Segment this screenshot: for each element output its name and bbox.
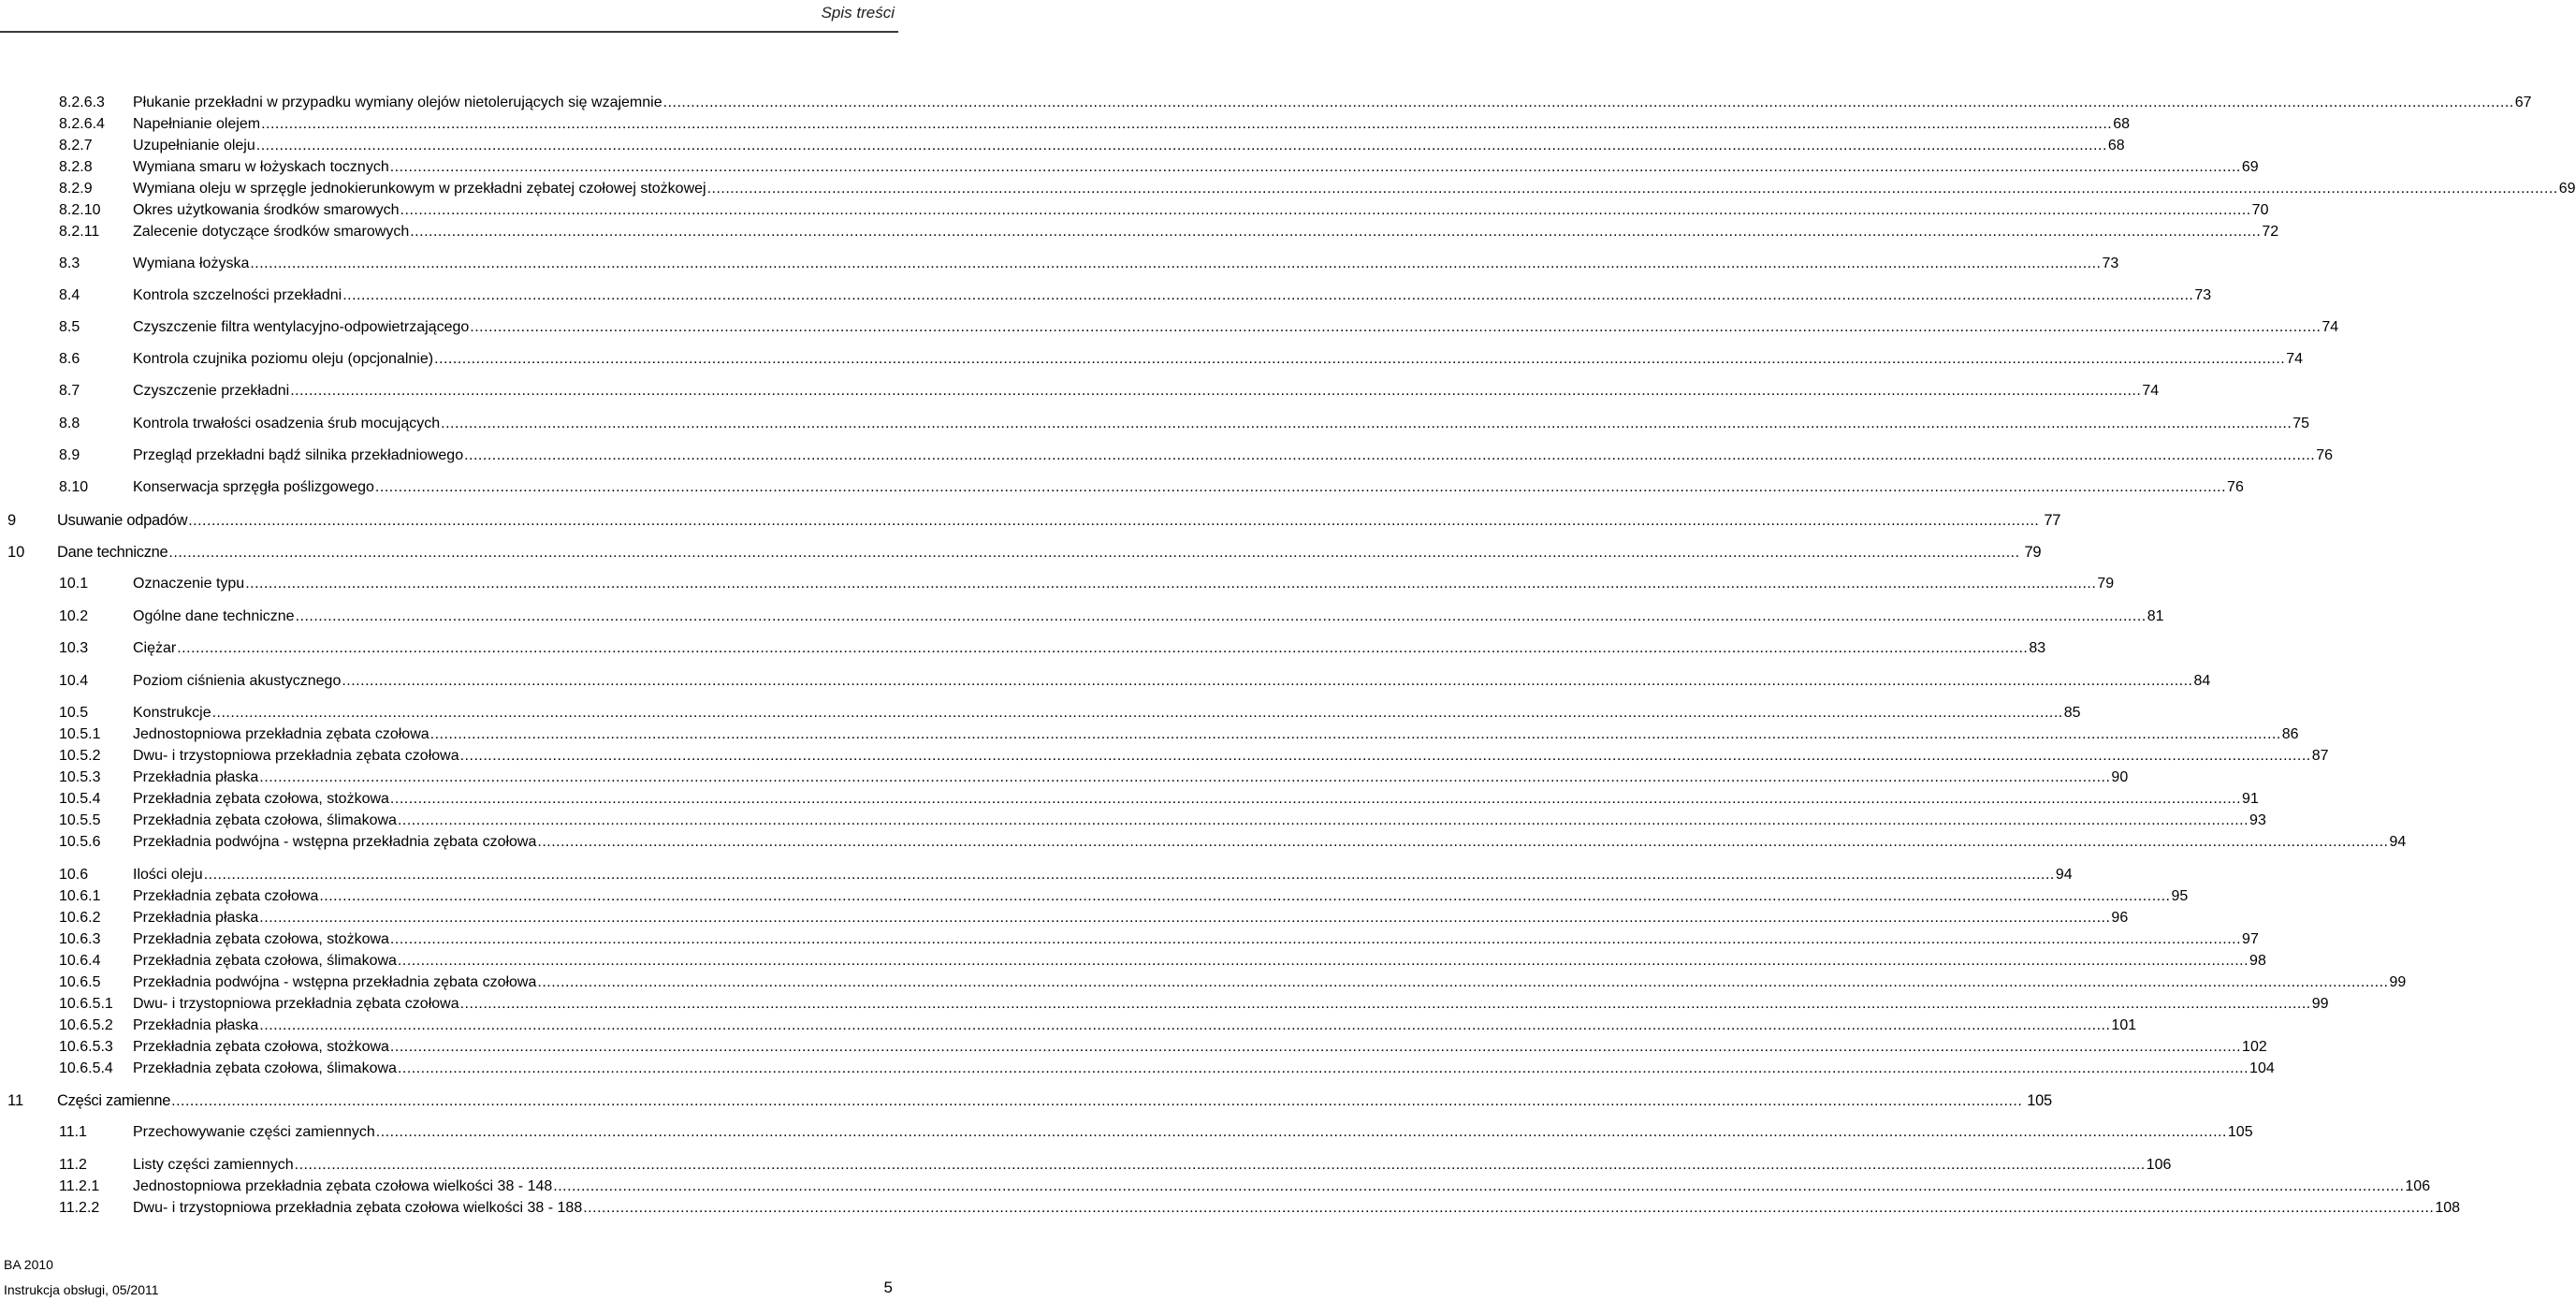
toc-entry[interactable] [0, 1122, 2253, 1143]
toc-entry-title: Ilości oleju [133, 867, 203, 883]
toc-entry-title: Dane techniczne [57, 544, 168, 561]
toc-entry[interactable] [0, 1155, 2172, 1176]
toc-entry-number: 8.9 [59, 447, 80, 463]
toc-entry-title: Części zamienne [57, 1092, 171, 1109]
toc-entry[interactable] [0, 638, 2046, 659]
toc-entry-title: Oznaczenie typu [133, 576, 245, 592]
toc-leader-dots: ................................................................................................................................................................................................................................................................................................................................................................................................................ [397, 812, 2249, 828]
toc-leader-dots: ................................................................................................................................................................................................................................................................................................................................................................................................................ [537, 834, 2389, 850]
footer-doc-code: BA 2010 [4, 1257, 53, 1272]
toc-entry-number: 10.5.5 [59, 812, 101, 828]
toc-entry-title: Dwu- i trzystopniowa przekładnia zębata czołowa [133, 996, 459, 1012]
toc-entry-number: 8.7 [59, 383, 80, 399]
toc-entry-number: 10.2 [59, 608, 89, 624]
toc-entry-title: Wymiana smaru w łożyskach tocznych [133, 159, 389, 175]
toc-entry[interactable] [0, 349, 2303, 370]
toc-leader-dots: ................................................................................................................................................................................................................................................................................................................................................................................................................ [261, 116, 2113, 132]
toc-leader-dots: ................................................................................................................................................................................................................................................................................................................................................................................................................ [168, 545, 2020, 561]
toc-entry-number: 8.5 [59, 319, 80, 335]
toc-entry-title: Przekładnia płaska [133, 1017, 259, 1033]
toc-leader-dots: ................................................................................................................................................................................................................................................................................................................................................................................................................ [464, 447, 2316, 463]
toc-entry[interactable] [0, 446, 2334, 466]
toc-entry-title: Przekładnia płaska [133, 769, 259, 785]
toc-entry-title: Płukanie przekładni w przypadku wymiany olejów nietolerujących się wzajemnie [133, 95, 662, 110]
toc-leader-dots: ................................................................................................................................................................................................................................................................................................................................................................................................................ [389, 159, 2241, 175]
toc-entry-page: 79 [2024, 544, 2042, 561]
toc-leader-dots: ................................................................................................................................................................................................................................................................................................................................................................................................................ [294, 1157, 2146, 1173]
toc-leader-dots: ................................................................................................................................................................................................................................................................................................................................................................................................................ [583, 1200, 2435, 1216]
toc-entry[interactable] [0, 1059, 2275, 1079]
toc-entry-title: Ogólne dane techniczne [133, 608, 295, 624]
toc-leader-dots: ................................................................................................................................................................................................................................................................................................................................................................................................................ [259, 769, 2111, 785]
toc-entry-title: Jednostopniowa przekładnia zębata czołowa [133, 726, 429, 742]
toc-entry-page: 93 [2249, 812, 2266, 828]
toc-leader-dots: ................................................................................................................................................................................................................................................................................................................................................................................................................ [389, 931, 2242, 947]
toc-leader-dots: ................................................................................................................................................................................................................................................................................................................................................................................................................ [410, 224, 2262, 240]
toc-entry-page: 68 [2107, 138, 2125, 153]
toc-entry-title: Poziom ciśnienia akustycznego [133, 673, 342, 689]
toc-entry-page: 87 [2311, 748, 2329, 764]
toc-leader-dots: ................................................................................................................................................................................................................................................................................................................................................................................................................ [211, 705, 2063, 721]
toc-entry-page: 106 [2405, 1178, 2431, 1194]
toc-leader-dots: ................................................................................................................................................................................................................................................................................................................................................................................................................ [188, 513, 2040, 529]
toc-entry-number: 11 [7, 1092, 24, 1109]
toc-leader-dots: ................................................................................................................................................................................................................................................................................................................................................................................................................ [706, 181, 2558, 197]
toc-leader-dots: ................................................................................................................................................................................................................................................................................................................................................................................................................ [537, 974, 2389, 990]
toc-entry[interactable] [0, 93, 2532, 113]
toc-entry-number: 8.2.6.4 [59, 116, 105, 132]
toc-entry-number: 10.6.4 [59, 953, 101, 969]
toc-entry-title: Przekładnia zębata czołowa [133, 888, 319, 904]
toc-entry-number: 10 [7, 544, 25, 561]
toc-entry-page: 99 [2311, 996, 2329, 1012]
toc-leader-dots: ................................................................................................................................................................................................................................................................................................................................................................................................................ [397, 953, 2249, 969]
toc-leader-dots: ................................................................................................................................................................................................................................................................................................................................................................................................................ [342, 673, 2193, 689]
header-rule [0, 31, 898, 33]
toc-entry-number: 8.2.10 [59, 202, 101, 218]
toc-entry-number: 10.1 [59, 576, 89, 592]
toc-entry-number: 8.3 [59, 256, 80, 271]
toc-entry-title: Przekładnia zębata czołowa, stożkowa [133, 1039, 389, 1055]
toc-entry-page: 108 [2435, 1200, 2461, 1216]
toc-entry-title: Listy części zamiennych [133, 1157, 294, 1173]
toc-entry-title: Dwu- i trzystopniowa przekładnia zębata czołowa wielkości 38 - 188 [133, 1200, 583, 1216]
toc-entry-title: Przekładnia zębata czołowa, stożkowa [133, 791, 389, 807]
footer-doc-title: Instrukcja obsługi, 05/2011 [4, 1282, 159, 1297]
toc-entry[interactable] [0, 542, 2042, 563]
toc-entry-page: 83 [2029, 640, 2046, 656]
toc-entry[interactable] [0, 929, 2259, 950]
toc-entry-page: 74 [2286, 351, 2303, 367]
toc-entry[interactable] [0, 1037, 2267, 1058]
toc-leader-dots: ................................................................................................................................................................................................................................................................................................................................................................................................................ [245, 576, 2097, 592]
toc-entry[interactable] [0, 886, 2189, 907]
toc-entry[interactable] [0, 811, 2266, 831]
toc-entry[interactable] [0, 381, 2160, 402]
toc-entry-page: 67 [2514, 95, 2532, 110]
toc-leader-dots: ................................................................................................................................................................................................................................................................................................................................................................................................................ [374, 479, 2227, 495]
toc-leader-dots: ................................................................................................................................................................................................................................................................................................................................................................................................................ [250, 256, 2102, 271]
toc-entry-page: 76 [2316, 447, 2334, 463]
toc-entry-number: 9 [7, 512, 17, 529]
toc-entry-page: 90 [2111, 769, 2129, 785]
toc-entry-page: 74 [2321, 319, 2339, 335]
toc-entry-page: 86 [2281, 726, 2299, 742]
toc-entry-title: Wymiana łożyska [133, 256, 250, 271]
toc-entry-page: 69 [2241, 159, 2259, 175]
toc-leader-dots: ................................................................................................................................................................................................................................................................................................................................................................................................................ [342, 287, 2194, 303]
toc-entry-page: 76 [2227, 479, 2244, 495]
toc-entry-number: 10.6.5.4 [59, 1060, 113, 1076]
toc-entry-title: Zalecenie dotyczące środków smarowych [133, 224, 410, 240]
toc-entry[interactable] [0, 767, 2129, 788]
toc-entry-title: Przekładnia zębata czołowa, stożkowa [133, 931, 389, 947]
toc-entry[interactable] [0, 157, 2259, 178]
toc-entry-page: 106 [2146, 1157, 2172, 1173]
toc-leader-dots: ................................................................................................................................................................................................................................................................................................................................................................................................................ [389, 1039, 2242, 1055]
toc-entry-number: 11.1 [59, 1124, 87, 1140]
toc-entry-title: Kontrola trwałości osadzenia śrub mocujących [133, 416, 441, 431]
toc-entry-page: 105 [2227, 1124, 2253, 1140]
toc-entry-number: 10.5.4 [59, 791, 101, 807]
toc-entry-number: 10.3 [59, 640, 89, 656]
toc-entry-number: 11.2.1 [59, 1178, 100, 1194]
toc-entry-page: 91 [2242, 791, 2259, 807]
toc-entry[interactable] [0, 832, 2407, 853]
toc-leader-dots: ................................................................................................................................................................................................................................................................................................................................................................................................................ [400, 202, 2251, 218]
toc-entry[interactable] [0, 1177, 2431, 1197]
toc-entry-page: 85 [2063, 705, 2081, 721]
toc-entry-number: 10.4 [59, 673, 89, 689]
toc-entry-page: 102 [2242, 1039, 2267, 1055]
toc-entry-page: 105 [2027, 1092, 2052, 1109]
toc-entry[interactable] [0, 789, 2259, 810]
toc-entry-title: Konserwacja sprzęgła poślizgowego [133, 479, 374, 495]
toc-leader-dots: ................................................................................................................................................................................................................................................................................................................................................................................................................ [255, 138, 2107, 153]
toc-entry[interactable] [0, 285, 2212, 306]
toc-entry-number: 11.2 [59, 1157, 87, 1173]
toc-entry-page: 98 [2249, 953, 2266, 969]
toc-entry-title: Kontrola szczelności przekładni [133, 287, 342, 303]
running-header-title: Spis treści [821, 4, 895, 22]
toc-entry[interactable] [0, 972, 2407, 993]
toc-entry-number: 10.6.5 [59, 974, 101, 990]
toc-leader-dots: ................................................................................................................................................................................................................................................................................................................................................................................................................ [290, 383, 2142, 399]
toc-entry-page: 73 [2194, 287, 2212, 303]
toc-entry[interactable] [0, 222, 2279, 242]
toc-entry-page: 99 [2389, 974, 2407, 990]
toc-leader-dots: ................................................................................................................................................................................................................................................................................................................................................................................................................ [429, 726, 2281, 742]
footer-page-number: 5 [883, 1279, 893, 1296]
toc-entry[interactable] [0, 114, 2131, 135]
toc-entry-page: 73 [2102, 256, 2119, 271]
toc-leader-dots: ................................................................................................................................................................................................................................................................................................................................................................................................................ [459, 996, 2311, 1012]
toc-leader-dots: ................................................................................................................................................................................................................................................................................................................................................................................................................ [459, 748, 2311, 764]
toc-entry-title: Kontrola czujnika poziomu oleju (opcjonalnie) [133, 351, 434, 367]
toc-entry-number: 10.6.5.2 [59, 1017, 113, 1033]
toc-entry-number: 10.5.2 [59, 748, 101, 764]
toc-entry-title: Czyszczenie filtra wentylacyjno-odpowietrzającego [133, 319, 470, 335]
toc-entry[interactable] [0, 994, 2329, 1015]
toc-entry-page: 101 [2111, 1017, 2137, 1033]
toc-entry[interactable] [0, 574, 2115, 594]
toc-entry-number: 8.2.7 [59, 138, 93, 153]
toc-leader-dots: ................................................................................................................................................................................................................................................................................................................................................................................................................ [259, 1017, 2111, 1033]
toc-entry-title: Przekładnia podwójna - wstępna przekładnia zębata czołowa [133, 974, 537, 990]
toc-entry-page: 70 [2251, 202, 2269, 218]
toc-entry-page: 81 [2147, 608, 2164, 624]
toc-entry-number: 10.5.6 [59, 834, 101, 850]
toc-entry-title: Ciężar [133, 640, 177, 656]
toc-entry-number: 10.6.1 [59, 888, 101, 904]
toc-entry-number: 10.6.5.3 [59, 1039, 113, 1055]
toc-entry[interactable] [0, 703, 2081, 724]
toc-entry-title: Przekładnia zębata czołowa, ślimakowa [133, 812, 397, 828]
toc-entry-number: 10.6.2 [59, 910, 101, 926]
toc-entry[interactable] [0, 1016, 2137, 1036]
toc-entry-page: 69 [2558, 181, 2576, 197]
toc-entry-title: Jednostopniowa przekładnia zębata czołowa wielkości 38 - 148 [133, 1178, 553, 1194]
toc-entry-page: 94 [2055, 867, 2073, 883]
toc-entry-title: Przegląd przekładni bądź silnika przekładniowego [133, 447, 464, 463]
toc-leader-dots: ................................................................................................................................................................................................................................................................................................................................................................................................................ [397, 1060, 2249, 1076]
toc-entry-number: 10.5.3 [59, 769, 101, 785]
toc-entry-page: 74 [2142, 383, 2160, 399]
toc-entry-page: 97 [2242, 931, 2259, 947]
toc-leader-dots: ................................................................................................................................................................................................................................................................................................................................................................................................................ [171, 1093, 2023, 1109]
toc-entry[interactable] [0, 865, 2073, 885]
toc-entry-title: Okres użytkowania środków smarowych [133, 202, 400, 218]
toc-entry[interactable] [0, 724, 2299, 745]
toc-entry-number: 10.6.3 [59, 931, 101, 947]
toc-entry-page: 96 [2111, 910, 2129, 926]
toc-entry[interactable] [0, 607, 2164, 627]
toc-leader-dots: ................................................................................................................................................................................................................................................................................................................................................................................................................ [259, 910, 2111, 926]
toc-entry-page: 79 [2097, 576, 2115, 592]
toc-entry-number: 8.6 [59, 351, 80, 367]
toc-entry[interactable] [0, 1090, 2052, 1111]
toc-leader-dots: ................................................................................................................................................................................................................................................................................................................................................................................................................ [434, 351, 2286, 367]
toc-entry-title: Napełnianie olejem [133, 116, 261, 132]
toc-entry-page: 95 [2171, 888, 2189, 904]
toc-entry[interactable] [0, 136, 2125, 156]
toc-leader-dots: ................................................................................................................................................................................................................................................................................................................................................................................................................ [553, 1178, 2405, 1194]
toc-entry[interactable] [0, 908, 2129, 928]
toc-entry[interactable] [0, 951, 2266, 972]
toc-entry-title: Czyszczenie przekładni [133, 383, 290, 399]
toc-entry-title: Przechowywanie części zamiennych [133, 1124, 375, 1140]
toc-entry-title: Uzupełnianie oleju [133, 138, 255, 153]
toc-leader-dots: ................................................................................................................................................................................................................................................................................................................................................................................................................ [375, 1124, 2227, 1140]
toc-entry-number: 10.6.5.1 [59, 996, 113, 1012]
toc-entry-page: 94 [2389, 834, 2407, 850]
toc-entry-number: 10.5 [59, 705, 89, 721]
toc-entry[interactable] [0, 510, 2061, 531]
toc-entry-number: 8.10 [59, 479, 89, 495]
toc-entry-title: Przekładnia podwójna - wstępna przekładnia zębata czołowa [133, 834, 537, 850]
toc-entry[interactable] [0, 671, 2211, 692]
toc-leader-dots: ................................................................................................................................................................................................................................................................................................................................................................................................................ [470, 319, 2321, 335]
toc-leader-dots: ................................................................................................................................................................................................................................................................................................................................................................................................................ [177, 640, 2029, 656]
toc-entry-page: 77 [2044, 512, 2061, 529]
toc-leader-dots: ................................................................................................................................................................................................................................................................................................................................................................................................................ [319, 888, 2171, 904]
toc-entry-title: Usuwanie odpadów [57, 512, 188, 529]
toc-entry-number: 8.8 [59, 416, 80, 431]
toc-entry[interactable] [0, 746, 2329, 767]
toc-entry-page: 72 [2262, 224, 2279, 240]
toc-entry-title: Dwu- i trzystopniowa przekładnia zębata czołowa [133, 748, 459, 764]
toc-entry-number: 10.5.1 [59, 726, 101, 742]
toc-entry-page: 68 [2113, 116, 2131, 132]
toc-entry-title: Przekładnia zębata czołowa, ślimakowa [133, 953, 397, 969]
toc-entry-title: Konstrukcje [133, 705, 211, 721]
toc-entry[interactable] [0, 414, 2310, 434]
toc-entry-number: 8.2.9 [59, 181, 93, 197]
toc-entry[interactable] [0, 317, 2339, 338]
toc-entry[interactable] [0, 254, 2119, 274]
toc-entry-title: Przekładnia płaska [133, 910, 259, 926]
toc-leader-dots: ................................................................................................................................................................................................................................................................................................................................................................................................................ [389, 791, 2242, 807]
toc-entry-title: Przekładnia zębata czołowa, ślimakowa [133, 1060, 397, 1076]
toc-entry-page: 75 [2292, 416, 2310, 431]
toc-leader-dots: ................................................................................................................................................................................................................................................................................................................................................................................................................ [203, 867, 2055, 883]
toc-entry-title: Wymiana oleju w sprzęgle jednokierunkowym w przekładni zębatej czołowej stożkowej [133, 181, 706, 197]
toc-entry[interactable] [0, 179, 2576, 199]
toc-entry-number: 8.2.8 [59, 159, 93, 175]
toc-entry-number: 8.2.6.3 [59, 95, 105, 110]
toc-leader-dots: ................................................................................................................................................................................................................................................................................................................................................................................................................ [441, 416, 2292, 431]
toc-leader-dots: ................................................................................................................................................................................................................................................................................................................................................................................................................ [295, 608, 2147, 624]
toc-entry-number: 10.6 [59, 867, 89, 883]
toc-entry-number: 8.2.11 [59, 224, 100, 240]
toc-entry-number: 8.4 [59, 287, 80, 303]
toc-entry[interactable] [0, 477, 2244, 498]
toc-entry-number: 11.2.2 [59, 1200, 100, 1216]
toc-entry[interactable] [0, 1198, 2461, 1219]
toc-leader-dots: ................................................................................................................................................................................................................................................................................................................................................................................................................ [662, 95, 2514, 110]
toc-entry[interactable] [0, 200, 2269, 221]
toc-entry-page: 84 [2193, 673, 2211, 689]
toc-entry-page: 104 [2249, 1060, 2275, 1076]
